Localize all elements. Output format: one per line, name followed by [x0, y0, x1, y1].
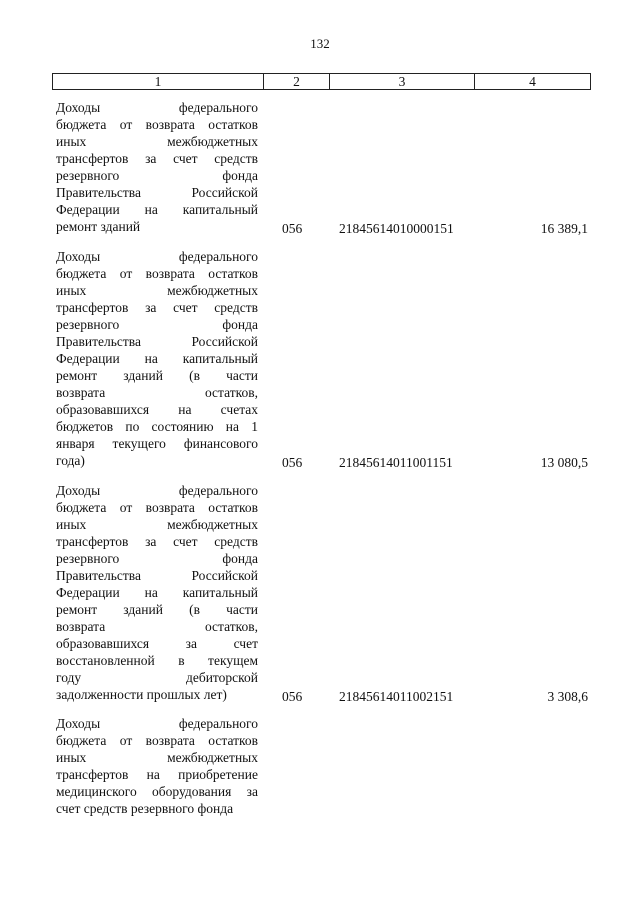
row-kbk: 21845614010000151 [339, 221, 454, 236]
column-header-1: 1 [53, 74, 264, 90]
row-description: Доходы федерального бюджета от возврата остатков иных межбюджетных трансфертов за счет средств резервного фонда Правительства Российской Федерации на капитальный ремонт зданий (в части возврата остатков, образовавшихся за счет восстановленной в текущем году дебиторской задолженности прошлых лет) [56, 483, 258, 702]
table-row [52, 99, 590, 239]
column-header-3: 3 [330, 74, 475, 90]
page-number: 132 [310, 36, 330, 51]
row-code: 056 [282, 221, 303, 236]
table-row [52, 715, 590, 825]
row-kbk: 21845614011001151 [339, 455, 453, 470]
row-description: Доходы федерального бюджета от возврата остатков иных межбюджетных трансфертов за счет средств резервного фонда Правительства Российской Федерации на капитальный ремонт зданий (в части возврата остатков, образовавшихся на счетах бюджетов по состоянию на 1 января текущего финансового года) [56, 249, 258, 468]
table-header [52, 73, 591, 90]
row-code: 056 [282, 455, 303, 470]
column-header-4: 4 [475, 74, 591, 90]
table-row [52, 248, 590, 473]
row-amount: 13 080,5 [540, 455, 588, 470]
row-kbk: 21845614011002151 [339, 689, 454, 704]
table-row [52, 482, 590, 707]
row-amount: 3 308,6 [547, 689, 588, 704]
column-header-2: 2 [264, 74, 330, 90]
row-amount: 16 389,1 [540, 221, 588, 236]
row-description: Доходы федерального бюджета от возврата остатков иных межбюджетных трансфертов за счет средств резервного фонда Правительства Российской Федерации на капитальный ремонт зданий [56, 100, 258, 234]
row-description: Доходы федерального бюджета от возврата остатков иных межбюджетных трансфертов на приобретение медицинского оборудования за счет средств резервного фонда [56, 716, 258, 816]
row-code: 056 [282, 689, 303, 704]
